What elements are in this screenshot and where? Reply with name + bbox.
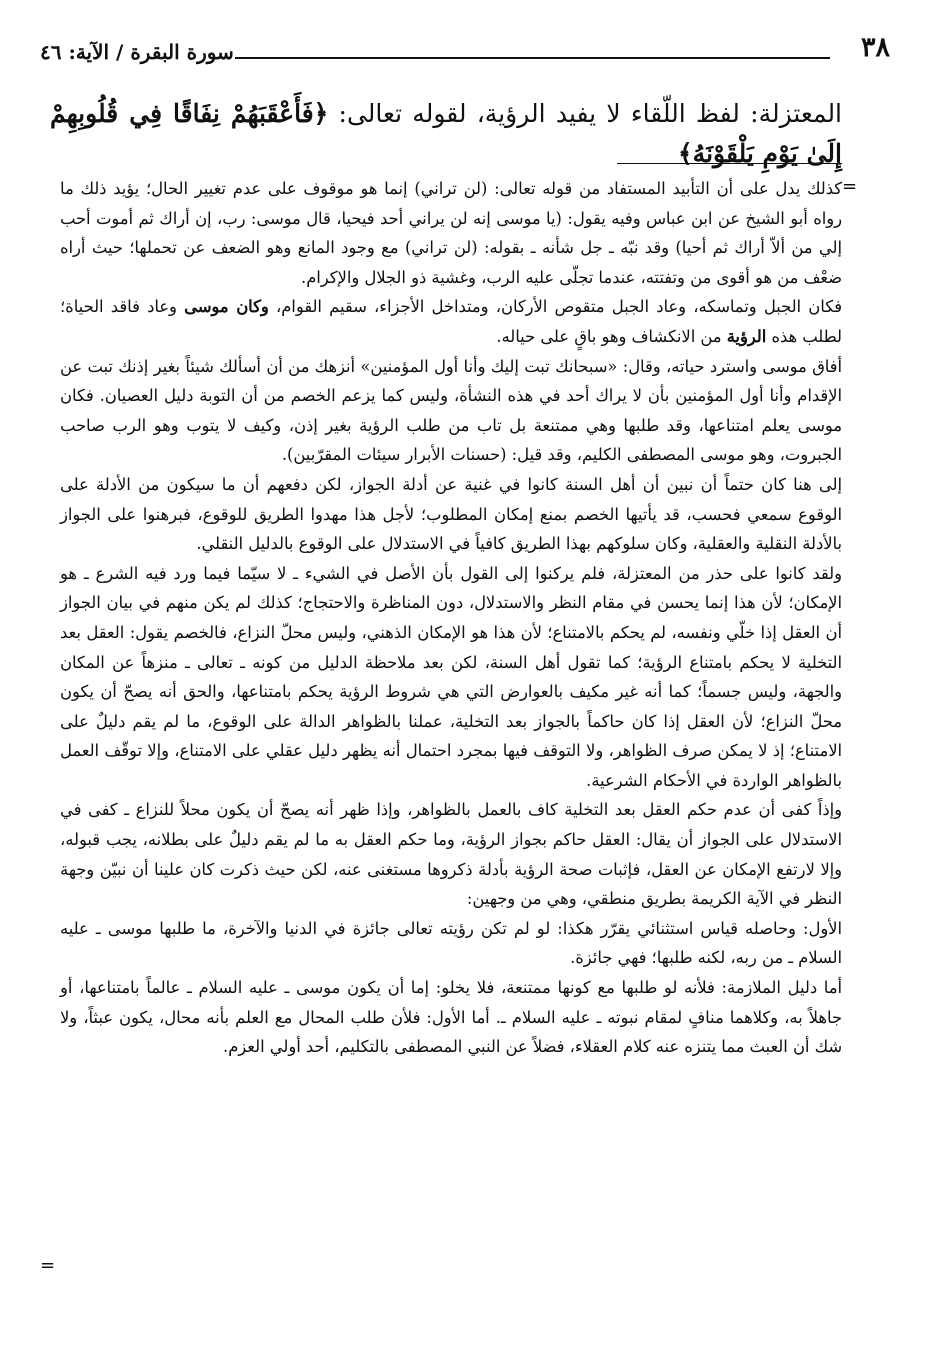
main-text	[50, 94, 842, 174]
main-text-before-verse: المعتزلة: لفظ اللّقاء لا يفيد الرؤية، لقوله تعالى:	[328, 99, 843, 128]
footnote-paragraph: إلى هنا كان حتماً أن نبين أن أهل السنة كانوا في غنية عن أدلة الجواز، لكن دفعهم أن ما سيكون من الأدلة على الوقوع سمعي فحسب، قد يأتيها الخصم بمنع إمكان المطلوب؛ لأجل هذا مهدوا الطريق للوقوع، فبرهنوا على الجواز بالأدلة النقلية والعقلية، وكان سلوكهم بهذا الطريق كافياً في الاستدلال على الوقوع بالدليل النقلي.	[60, 474, 842, 554]
footnote-paragraph	[60, 292, 842, 351]
continuation-mark-top: =	[842, 176, 858, 197]
footnote-bold-text: وكان موسى	[184, 297, 269, 317]
footnote-text: من الانكشاف وهو باقٍ على حياله.	[496, 326, 727, 346]
footnotes	[60, 174, 842, 1062]
footnote-bold-text: الرؤية	[726, 326, 767, 346]
footnote-paragraph: أفاق موسى واسترد حياته، وقال: «سبحانك تبت إليك وأنا أول المؤمنين» أنزهك من أن أسألك شيئاً بغير إذنك تبت عن الإقدام وأنا أول المؤمنين بأن لا يراك أحد في هذه النشأة، وليس كما يزعم الخصم من أن التوبة دليل العصيان. فكان موسى يعلم امتناعها، وقد طلبها وهي ممتنعة بل تاب من طلب الرؤية بغير إذن، وكيف لا يتوب وهو الرب صاحب الجبروت، وهو موسى المصطفى الكليم، وقد قيل: (حسنات الأبرار سيئات المقرّبين).	[60, 356, 842, 465]
footnote-paragraph: الأول: وحاصله قياس استثنائي يقرّر هكذا: لو لم تكن رؤيته تعالى جائزة في الدنيا والآخرة، ما طلبها موسى ـ عليه السلام ـ من ربه، لكنه طلبها؛ فهي جائزة.	[60, 918, 842, 968]
footnote-paragraph: وإذاً كفى أن عدم حكم العقل بعد التخلية كاف بالعمل بالظواهر، وإذا ظهر أنه يصحّ أن يكون محلاً للنزاع ـ كفى في الاستدلال على الجواز أن يقال: العقل حاكم بجواز الرؤية، وما حكم العقل به ما لم يقم دليلٌ على بطلانه، يجب قبوله، وإلا لارتفع الإمكان عن العقل، فإثبات صحة الرؤية بأدلة ذكروها مستغنى عنه، لكن حيث ذكرت كان علينا أن نبيّن وجهة النظر في الآية الكريمة بطريق منطقي، وهي من وجهين:	[60, 800, 842, 909]
running-title: سورة البقرة / الآية: ٤٦	[40, 40, 234, 64]
page-number: ٣٨	[860, 32, 890, 63]
footnote-paragraph: ولقد كانوا على حذر من المعتزلة، فلم يركنوا إلى القول بأن الأصل في الشيء ـ لا سيّما فيما ورد فيه الشرع ـ هو الإمكان؛ لأن هذا إنما يحسن في مقام النظر والاستدلال، دون المناظرة والاحتجاج؛ كذلك لم يكن منهم في بيان الجواز أن العقل إذا خلّي ونفسه، لم يحكم بالامتناع؛ لأن هذا هو الإمكان الذهني، وليس محلّ النزاع، فالخصم يقول: العقل بعد التخلية لا يحكم بامتناع الرؤية؛ كما تقول أهل السنة، لكن بعد ملاحظة الدليل من كونه ـ تعالى ـ منزهاً عن المكان والجهة، وليس جسماً؛ كما أنه غير مكيف بالعوارض التي هي شروط الرؤية يحكم بامتناعها، والحق أنه يصحّ أن يكون محلّ النزاع؛ لأن العقل إذا كان حاكماً بالجواز بعد التخلية، عملنا بالظواهر الدالة على الوقوع، ما لم يقم دليلٌ على الامتناع؛ إذ لا يمكن صرف الظواهر، ولا التوقف فيها بمجرد احتمال أنه يظهر دليل عقلي على الامتناع، وإلا توقّف العمل بالظواهر الواردة في الأحكام الشرعية.	[60, 563, 842, 790]
footnote-separator	[617, 163, 842, 164]
continuation-mark-bottom: =	[40, 1255, 56, 1276]
quran-verse: ﴿فَأَعْقَبَهُمْ نِفَاقًا فِي قُلُوبِهِمْ إِلَىٰ يَوْمِ يَلْقَوْنَهُ﴾	[50, 99, 842, 168]
footnote-paragraph: كذلك يدل على أن التأبيد المستفاد من قوله تعالى: (لن تراني) إنما هو موقوف على عدم تغيير الحال؛ يؤيد ذلك ما رواه أبو الشيخ عن ابن عباس وفيه يقول: (يا موسى إنه لن يراني أحد فيحيا، قال موسى: رب، إن أراك ثم أموت أحب إلي من ألاّ أراك ثم أحيا) وقد نبّه ـ جل شأنه ـ بقوله: (لن تراني) مع وجود المانع وهو الضعف عن تحملها؛ حيث أراه ضعْف من هو أقوى من وتفتته، عندما تجلّى عليه الرب، وغشية ذو الجلال والإكرام.	[60, 179, 842, 287]
header-rule	[235, 57, 830, 59]
footnote-text: وعاد فاقد الحياة؛ لطلب هذه	[60, 297, 842, 346]
footnote-paragraph: أما دليل الملازمة: فلأنه لو طلبها مع كونها ممتنعة، فلا يخلو: إما أن يكون موسى ـ عليه السلام ـ عالماً بامتناعها، أو جاهلاً به، وكلاهما منافٍ لمقام نبوته ـ عليه السلام ـ. أما الأول: فلأن طلب المحال مع العلم بأنه محال، يكون عبثاً، ولا شك أن العبث مما يتنزه عنه كلام العقلاء، فضلاً عن النبي المصطفى بالتكليم، أحد أولي العزم.	[60, 978, 842, 1057]
footnote-text: فكان الجبل وتماسكه، وعاد الجبل متقوص الأركان، ومتداخل الأجزاء، سقيم القوام،	[268, 297, 842, 317]
page-header	[40, 30, 890, 70]
